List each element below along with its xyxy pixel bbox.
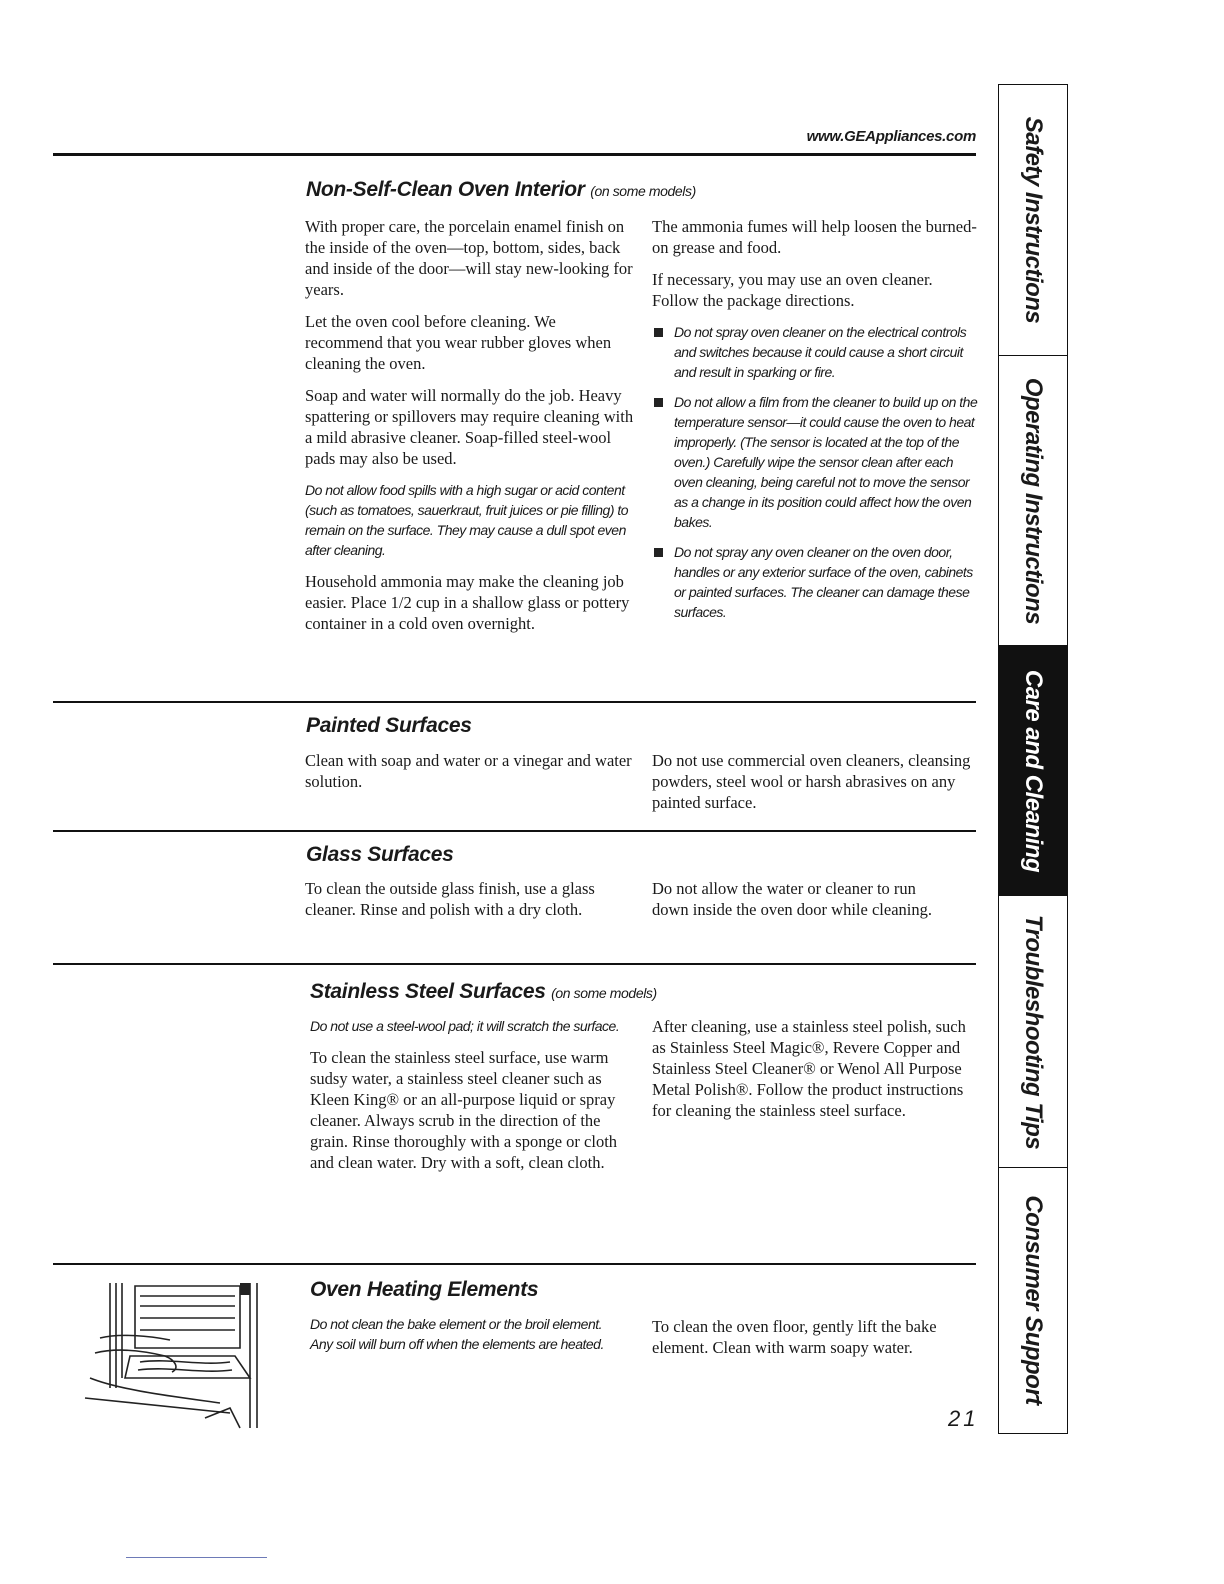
section-title-heating: Oven Heating Elements xyxy=(310,1278,539,1301)
warning-text: Do not use a steel-wool pad; it will scratch the surface. xyxy=(310,1018,620,1034)
tab-label: Safety Instructions xyxy=(1020,116,1047,324)
paragraph: If necessary, you may use an oven cleaner. Follow the package directions. xyxy=(652,270,933,310)
non-self-clean-right-column xyxy=(652,216,980,632)
warning-bullet: Do not allow a film from the cleaner to build up on the temperature sensor—it could cause the oven to heat improperly. (The sensor is located at the top of the oven.) Carefully wipe the sensor clean after each oven cleaning, being careful not to move the sensor as a change in its position could affect how the oven bakes. xyxy=(652,392,980,532)
tab-consumer-support[interactable] xyxy=(999,1167,1067,1432)
tab-label: Troubleshooting Tips xyxy=(1020,914,1047,1149)
paragraph: The ammonia fumes will help loosen the burned-on grease and food. xyxy=(652,217,977,257)
warning-text: Do not clean the bake element or the broil element. Any soil will burn off when the elements are heated. xyxy=(310,1316,604,1352)
paragraph: Soap and water will normally do the job. Heavy spattering or spillovers may require cleaning with a mild abrasive cleaner. Soap-filled steel-wool pads may also be used. xyxy=(305,386,634,468)
section-title-glass: Glass Surfaces xyxy=(306,843,454,866)
heating-right-column: To clean the oven floor, gently lift the bake element. Clean with warm soapy water. xyxy=(652,1317,937,1357)
tab-care-and-cleaning[interactable] xyxy=(999,645,1067,895)
glass-right-column: Do not allow the water or cleaner to run down inside the oven door while cleaning. xyxy=(652,879,932,919)
section-divider xyxy=(53,1263,976,1265)
warning-bullet: Do not spray any oven cleaner on the oven door, handles or any exterior surface of the oven, cabinets or painted surfaces. The cleaner can damage these surfaces. xyxy=(652,542,980,622)
tab-safety-instructions[interactable] xyxy=(999,85,1067,355)
square-bullet-icon xyxy=(654,398,663,407)
oven-bake-element-illustration-icon xyxy=(80,1278,265,1433)
section-divider xyxy=(53,830,976,832)
glass-left-column: To clean the outside glass finish, use a glass cleaner. Rinse and polish with a dry cloth. xyxy=(305,879,595,919)
warning-bullet: Do not spray oven cleaner on the electrical controls and switches because it could cause a short circuit and result in sparking or fire. xyxy=(652,322,980,382)
warning-text: Do not allow food spills with a high sugar or acid content (such as tomatoes, sauerkraut, fruit juices or pie filling) to remain on the surface. They may cause a dull spot even after cleaning. xyxy=(305,482,629,558)
section-note: (on some models) xyxy=(551,985,657,1001)
tab-label: Operating Instructions xyxy=(1020,377,1047,624)
section-tabs xyxy=(998,84,1068,1434)
section-divider xyxy=(53,701,976,703)
tab-label: Care and Cleaning xyxy=(1020,669,1047,872)
heating-left-column xyxy=(310,1314,610,1365)
paragraph: Household ammonia may make the cleaning job easier. Place 1/2 cup in a shallow glass or pottery container in a cold oven overnight. xyxy=(305,572,630,633)
paragraph: Let the oven cool before cleaning. We recommend that you wear rubber gloves when cleaning the oven. xyxy=(305,312,612,373)
header-rule xyxy=(53,153,976,156)
section-title-stainless: Stainless Steel Surfaces (on some models) xyxy=(310,980,657,1003)
bottom-rule xyxy=(126,1557,267,1558)
stainless-right-column: After cleaning, use a stainless steel polish, such as Stainless Steel Magic®, Revere Copper and Stainless Steel Cleaner® or Wenol All Purpose Metal Polish®. Follow the product instructions for cleaning the stainless steel surface. xyxy=(652,1017,966,1120)
square-bullet-icon xyxy=(654,328,663,337)
painted-left-column: Clean with soap and water or a vinegar and water solution. xyxy=(305,751,632,791)
square-bullet-icon xyxy=(654,548,663,557)
stainless-left-column xyxy=(310,1016,640,1184)
section-title-painted: Painted Surfaces xyxy=(306,714,472,737)
non-self-clean-left-column xyxy=(305,216,635,645)
tab-operating-instructions[interactable] xyxy=(999,355,1067,645)
website-url: www.GEAppliances.com xyxy=(806,128,976,145)
section-divider xyxy=(53,963,976,965)
paragraph: With proper care, the porcelain enamel finish on the inside of the oven—top, bottom, sides, back and inside of the door—will stay new-looking for years. xyxy=(305,217,633,299)
paragraph: To clean the stainless steel surface, use warm sudsy water, a stainless steel cleaner such as Kleen King® or an all-purpose liquid or spray cleaner. Always scrub in the direction of the grain. Rinse thoroughly with a sponge or cloth and clean water. Dry with a soft, clean cloth. xyxy=(310,1048,618,1172)
tab-label: Consumer Support xyxy=(1020,1195,1047,1405)
section-title-non-self-clean: Non-Self-Clean Oven Interior (on some models) xyxy=(306,178,696,201)
painted-right-column: Do not use commercial oven cleaners, cleansing powders, steel wool or harsh abrasives on any painted surface. xyxy=(652,751,971,812)
tab-troubleshooting-tips[interactable] xyxy=(999,895,1067,1167)
page-number: 21 xyxy=(948,1406,979,1431)
section-note: (on some models) xyxy=(590,183,696,199)
